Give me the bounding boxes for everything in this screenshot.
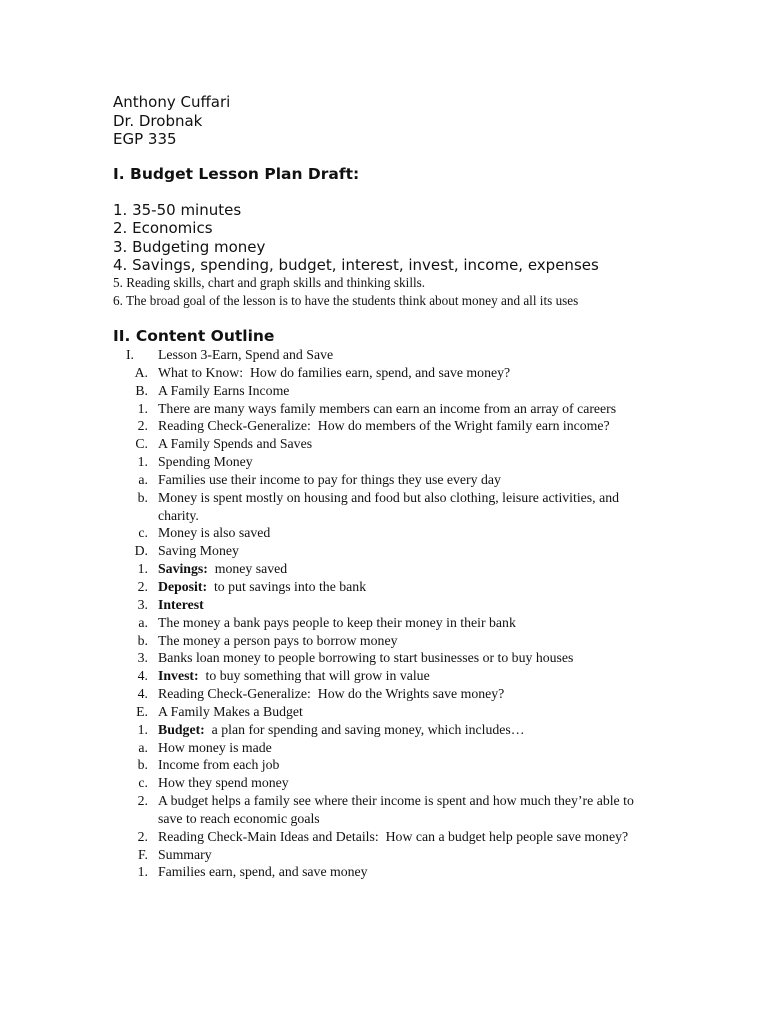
outline-description: A Family Makes a Budget [158, 703, 303, 719]
outline-item [0, 756, 768, 774]
outline-marker: c. [138, 525, 148, 541]
outline-text [158, 667, 648, 685]
outline-term: Savings: [158, 561, 208, 577]
outline-item [0, 560, 768, 578]
outline-item [0, 578, 768, 596]
outline-item [0, 382, 768, 400]
list-item [113, 219, 599, 237]
list-item-text: Reading skills, chart and graph skills and thinking skills. [126, 275, 426, 291]
outline-marker: A. [134, 364, 148, 380]
outline-item [0, 524, 768, 542]
course-code: EGP 335 [113, 130, 177, 148]
outline-item [0, 614, 768, 632]
outline-text [158, 560, 648, 578]
outline-item [0, 721, 768, 739]
outline-item [0, 346, 768, 364]
list-item [113, 256, 599, 274]
outline-item [0, 792, 768, 828]
list-item-text: 35-50 minutes [132, 201, 242, 219]
outline-description: a plan for spending and saving money, which includes… [204, 721, 525, 737]
outline-item [0, 649, 768, 667]
outline-marker: 1. [137, 454, 148, 470]
outline-description: Reading Check-Generalize: How do members of the Wright family earn income? [158, 418, 610, 434]
outline-marker: F. [137, 846, 148, 862]
outline-item [0, 542, 768, 560]
outline-marker: I. [125, 347, 134, 362]
list-marker: 6. [113, 293, 123, 309]
outline-text [158, 435, 648, 453]
outline-marker: c. [138, 775, 148, 791]
outline-term: Budget: [158, 721, 205, 737]
outline-text [158, 542, 648, 560]
outline-marker: 1. [137, 400, 148, 416]
list-item [113, 201, 599, 219]
outline-description: Saving Money [158, 543, 239, 559]
outline-marker: 4. [137, 668, 148, 684]
outline-item [0, 632, 768, 650]
outline-text [158, 364, 648, 382]
document-header [113, 93, 230, 149]
list-item-text: Savings, spending, budget, interest, invest, income, expenses [132, 255, 599, 274]
outline-text [158, 453, 648, 471]
outline-marker: 1. [137, 561, 148, 577]
list-marker: 3. [113, 237, 128, 256]
list-marker: 1. [113, 201, 128, 219]
outline-text [158, 346, 648, 364]
outline-marker: 4. [137, 686, 148, 702]
outline-description: Summary [158, 846, 212, 862]
summary-list [113, 201, 599, 310]
outline-description: What to Know: How do families earn, spend, and save money? [158, 364, 511, 380]
outline-marker: a. [138, 471, 148, 487]
outline-item [0, 417, 768, 435]
outline-term: Deposit: [158, 578, 208, 594]
section-title-content-outline: II. Content Outline [113, 327, 275, 345]
outline-text [158, 489, 648, 525]
outline-text [158, 632, 648, 650]
outline-item [0, 453, 768, 471]
outline-text [158, 756, 648, 774]
outline-text [158, 524, 648, 542]
outline-term: Invest: [158, 668, 199, 684]
content-outline [0, 346, 768, 881]
outline-marker: a. [138, 739, 148, 755]
outline-text [158, 828, 648, 846]
outline-text [158, 792, 648, 828]
outline-marker: E. [136, 703, 148, 719]
outline-marker: b. [137, 757, 148, 773]
outline-marker: C. [135, 436, 148, 452]
outline-description: Families use their income to pay for things they use every day [158, 471, 501, 487]
list-marker: 2. [113, 219, 128, 238]
outline-text [158, 471, 648, 489]
outline-description: money saved [207, 561, 288, 577]
outline-description: A Family Spends and Saves [158, 436, 313, 452]
outline-item [0, 667, 768, 685]
outline-item [0, 400, 768, 418]
outline-item [0, 364, 768, 382]
outline-term: Interest [158, 596, 204, 612]
outline-description: How they spend money [158, 775, 289, 791]
outline-marker: b. [137, 632, 148, 648]
outline-description: A Family Earns Income [158, 382, 290, 398]
outline-description: Reading Check-Generalize: How do the Wrights save money? [158, 686, 505, 702]
outline-description: Income from each job [158, 757, 280, 773]
outline-text [158, 846, 648, 864]
outline-item [0, 846, 768, 864]
list-item [113, 238, 599, 256]
outline-description: Lesson 3-Earn, Spend and Save [158, 347, 334, 362]
outline-marker: 3. [137, 650, 148, 666]
outline-text [158, 774, 648, 792]
outline-description: The money a bank pays people to keep their money in their bank [158, 614, 516, 630]
outline-item [0, 471, 768, 489]
list-item [113, 292, 599, 310]
outline-item [0, 774, 768, 792]
outline-description: Spending Money [158, 454, 253, 470]
list-item-text: Budgeting money [132, 237, 266, 256]
outline-item [0, 703, 768, 721]
outline-description: to buy something that will grow in value [198, 668, 430, 684]
outline-description: Reading Check-Main Ideas and Details: How can a budget help people save money? [158, 828, 629, 844]
outline-text [158, 685, 648, 703]
outline-description: Money is also saved [158, 525, 271, 541]
outline-text [158, 614, 648, 632]
outline-text [158, 578, 648, 596]
outline-marker: b. [137, 489, 148, 505]
author-name: Anthony Cuffari [113, 93, 231, 111]
outline-description: Money is spent mostly on housing and food but also clothing, leisure activities, and charity. [158, 489, 623, 523]
section-title-lesson-plan: I. Budget Lesson Plan Draft: [113, 165, 360, 183]
outline-item [0, 863, 768, 881]
outline-text [158, 382, 648, 400]
outline-item [0, 435, 768, 453]
outline-item [0, 828, 768, 846]
outline-item [0, 596, 768, 614]
outline-description: to put savings into the bank [207, 578, 367, 594]
instructor-name: Dr. Drobnak [113, 111, 203, 130]
outline-description: How money is made [158, 739, 272, 755]
list-item-text: Economics [132, 219, 213, 238]
outline-marker: 2. [137, 828, 148, 844]
outline-item [0, 489, 768, 525]
outline-text [158, 417, 648, 435]
outline-description: The money a person pays to borrow money [158, 632, 398, 648]
list-marker: 4. [113, 255, 128, 274]
outline-marker: B. [135, 382, 148, 398]
list-item [113, 274, 599, 292]
outline-text [158, 703, 648, 721]
outline-description: A budget helps a family see where their income is spent and how much they’re able to save to reach economic goals [158, 793, 638, 826]
outline-text [158, 596, 648, 614]
outline-marker: D. [134, 543, 148, 559]
outline-item [0, 685, 768, 703]
list-item-text: The broad goal of the lesson is to have the students think about money and all its uses [125, 293, 579, 309]
outline-marker: 2. [137, 418, 148, 434]
outline-marker: 3. [137, 596, 148, 612]
outline-text [158, 739, 648, 757]
outline-text [158, 721, 648, 739]
outline-description: There are many ways family members can earn an income from an array of careers [158, 400, 617, 416]
outline-text [158, 863, 648, 881]
outline-marker: a. [138, 614, 148, 630]
outline-marker: 1. [137, 864, 148, 880]
outline-description: Families earn, spend, and save money [158, 864, 368, 880]
outline-item [0, 739, 768, 757]
outline-marker: 2. [137, 578, 148, 594]
list-marker: 5. [113, 275, 123, 291]
outline-marker: 1. [137, 721, 148, 737]
outline-description: Banks loan money to people borrowing to start businesses or to buy houses [158, 650, 574, 666]
outline-marker: 2. [137, 793, 148, 809]
outline-text [158, 649, 648, 667]
outline-text [158, 400, 648, 418]
